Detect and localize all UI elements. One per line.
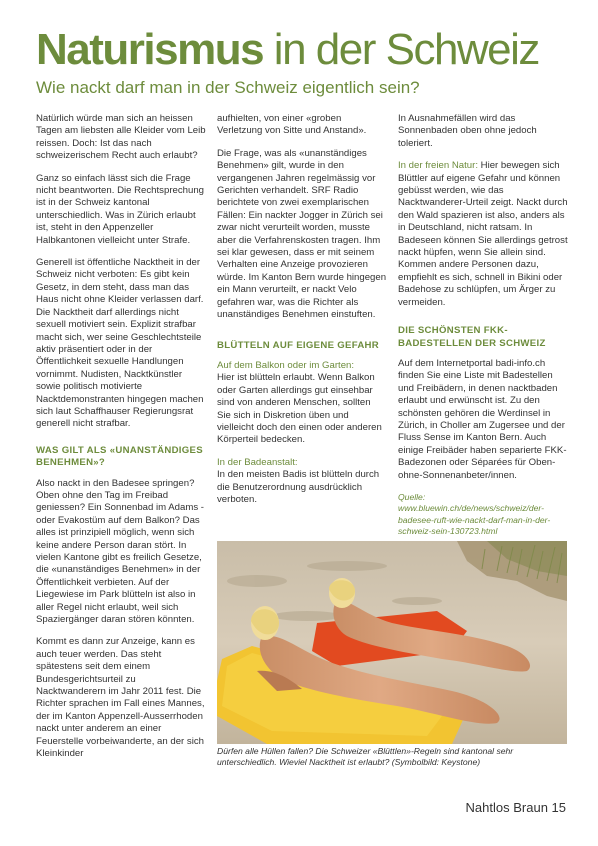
paragraph: Die Frage, was als «unanständiges Benehmen» gilt, wurde in den vergangenen Jahren regelmässig vor Gerichten verhandelt. SRF Radio berichtete von zwei exemplarischen Fällen: Ein nackter Jogger in Zürich sei zwar nicht verurteilt worden, musste aber die Verfahrenskosten tragen. Ihm sei klar gewesen, dass er mit seinem Verhalten eine Anzeige provozieren würde. Im Kanton Bern wurde hingegen ein Mann verurteilt, er nackt Velo gefahren war, was die Richter als unanständiges Benehmen einstuften. bbox=[217, 147, 387, 321]
title-bold: Naturismus bbox=[36, 25, 264, 74]
subheading: In der freien Natur: bbox=[398, 160, 478, 172]
paragraph: Generell ist öffentliche Nacktheit in der Schweiz nicht verboten: Es gibt kein Gesetz, in dem steht, dass man das Haus nicht ohne Kleider verlassen darf. Die Nacktheit darf allerdings nicht sexuell motiviert sein. Explizit strafbar macht sich, wer seine Geschlechtsteile aktiv präsentiert oder in der Öffentlichkeit sexuelle Handlungen vornimmt. Nudisten, Nacktkünstler sowie politisch motivierte Nacktdemonstranten hingegen machen sich laut Schaffhauser Regierungsrat generell nicht strafbar. bbox=[36, 257, 204, 430]
subheading: Auf dem Balkon oder im Garten: bbox=[217, 359, 355, 371]
page-title bbox=[36, 26, 539, 74]
paragraph: aufhielten, von einer «groben Verletzung von Sitte und Anstand». bbox=[217, 113, 367, 137]
column-1 bbox=[36, 113, 206, 771]
paragraph: In den meisten Badis ist blütteln durch die Benutzerordnung ausdrücklich verboten. bbox=[217, 469, 380, 505]
column-2 bbox=[217, 113, 387, 516]
beach-photo-illustration bbox=[217, 541, 567, 744]
paragraph: Ganz so einfach lässt sich die Frage nicht beantworten. Die Rechtsprechung ist in der Schweiz kantonal unterschiedlich. Was in Zürich erlaubt ist, steht in den Appenzeller Halbkantonen vielleicht unter Strafe. bbox=[36, 172, 204, 246]
paragraph: Auf dem Internetportal badi-info.ch finden Sie eine Liste mit Badestellen und Freibädern, in denen nacktbaden erlaubt und erwünscht ist. Zu den schönsten gehören die Werdinsel in Zürich, in Choller am Zugersee und der Fluss Sense im Kanton Bern. Auch einige Freibäder haben separierte FKK-Badezonen oder Séparées für Oben-ohne-Sonnenanbeter/innen. bbox=[398, 357, 567, 481]
title-rest: in der Schweiz bbox=[263, 25, 539, 74]
paragraph: In Ausnahmefällen wird das Sonnenbaden oben ohne jedoch toleriert. bbox=[398, 113, 537, 149]
section-heading: DIE SCHÖNSTEN FKK-BADESTELLEN DER SCHWEIZ bbox=[398, 325, 546, 349]
paragraph bbox=[398, 160, 568, 309]
page-footer: Nahtlos Braun 15 bbox=[465, 800, 566, 815]
section-heading: BLÜTTELN AUF EIGENE GEFAHR bbox=[217, 339, 380, 351]
paragraph: Kommt es dann zur Anzeige, kann es auch teuer werden. Das steht spätestens seit dem einem Bundesgerichtsurteil zu Nacktwanderern im Jahr 2011 fest. Die Richter sprachen im Fall eines Mannes, der im Kanton Appenzell-Ausserrhoden nackt unter anderem an einer Feuerstelle vorbeiwanderte, an der sich Kleinkinder bbox=[36, 636, 205, 760]
section-heading: WAS GILT ALS «UNANSTÄNDIGES BENEHMEN»? bbox=[36, 444, 203, 469]
paragraph: Also nackt in den Badesee springen? Oben ohne den Tag im Freibad geniessen? Ein Sonnenbad im Adams - oder Evakostüm auf dem Balkon? Das alles ist prinzipiell möglich, wenn sich keine andere Person daran stört. In vielen Kantone gibt es freilich Gesetze, die «unanständiges Benehmen» in der Öffentlichkeit verbieten. Auf der Liegewiese im Park blütteln ist also in aller Regel nicht erlaubt, weil sich Spaziergänger daran stören könnten. bbox=[36, 477, 204, 626]
page-subtitle: Wie nackt darf man in der Schweiz eigentlich sein? bbox=[36, 78, 420, 97]
column-3 bbox=[398, 113, 568, 538]
subheading: In der Badeanstalt: bbox=[217, 456, 298, 468]
paragraph: Natürlich würde man sich an heissen Tagen am liebsten alle Kleider vom Leib reissen. Doch: Ist das nach schweizerischem Recht auch erlaubt? bbox=[36, 113, 206, 162]
source-link[interactable]: Quelle: www.bluewin.ch/de/news/schweiz/der-badesee-ruft-wie-nackt-darf-man-in-der-schweiz-sein-130723.html bbox=[398, 491, 551, 537]
paragraph: Hier ist blütteln erlaubt. Wenn Balkon oder Garten allerdings gut einsehbar sind von anderen Menschen, sollten Sie sich in Diskretion üben und vielleicht doch den einen oder anderen Körperteil bedecken. bbox=[217, 372, 382, 446]
photo-caption: Dürfen alle Hüllen fallen? Die Schweizer «Blüttlen»-Regeln sind kantonal sehr unterschiedlich. Wieviel Nacktheit ist erlaubt? (Symbolbild: Keystone) bbox=[217, 746, 514, 767]
paragraph-text: Hier bewegen sich Blüttler auf eigene Gefahr und können gebüsst werden, wie das Nacktwanderer-Urteil zeigt. Nackt durch den Wald spazieren ist also, anders als in Deutschland, nicht ratsam. In Badeseen können Sie allerdings getrost nackt hüpfen, wenn Sie allein sind. Kommen andere Personen dazu, empfiehlt es sich, schnell in Bikini oder Badehose zu schlüpfen, um Ärger zu vermeiden. bbox=[398, 160, 568, 308]
beach-photo bbox=[217, 541, 567, 744]
